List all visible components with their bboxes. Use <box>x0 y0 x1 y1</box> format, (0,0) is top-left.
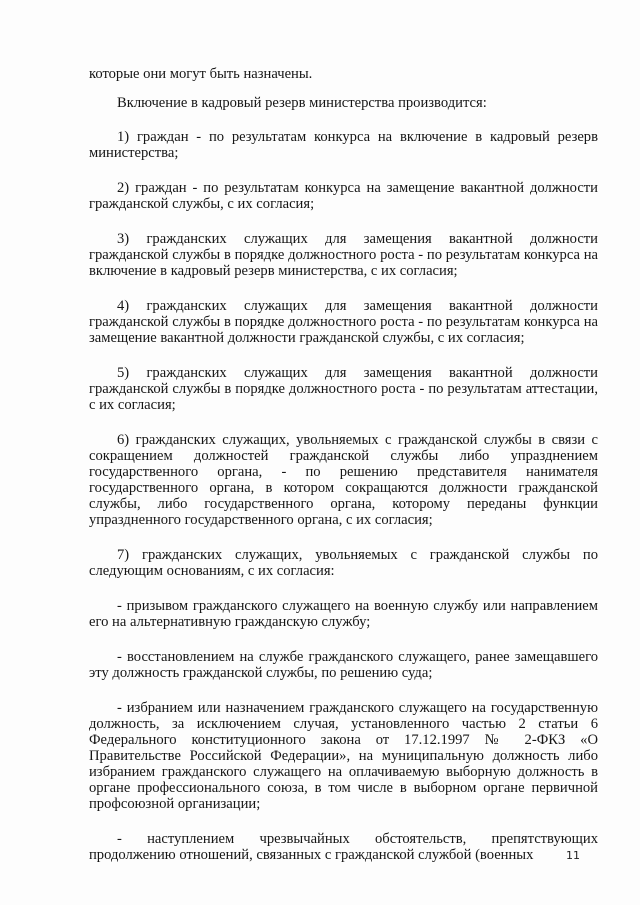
paragraph-intro: Включение в кадровый резерв министерства производится: <box>117 95 487 111</box>
paragraph-subitem-emergency: - наступлением чрезвычайных обстоятельств, препятствующих продолжению отношений, связанных с гражданской службой (военных <box>89 831 598 863</box>
paragraph-subitem-conscription: - призывом гражданского служащего на военную службу или направлением его на альтернативную гражданскую службу; <box>89 598 598 630</box>
document-body <box>89 66 598 863</box>
page-number: 11 <box>566 849 580 862</box>
paragraph-subitem-election: - избранием или назначением гражданского служащего на государственную должность, за исключением случая, установленного частью 2 статьи 6 Федерального конституционного закона от 17.12.1997 № 2-ФКЗ «О Правительстве Российской Федерации», на муниципальную должность либо избранием гражданского служащего на оплачиваемую выборную должность в органе профессионального союза, в том числе в выборном органе первичной профсоюзной организации; <box>89 700 598 812</box>
paragraph-continuation: которые они могут быть назначены. <box>89 66 313 82</box>
paragraph-item-7: 7) гражданских служащих, увольняемых с гражданской службы по следующим основаниям, с их согласия: <box>89 547 598 579</box>
paragraph-item-4: 4) гражданских служащих для замещения вакантной должности гражданской службы в порядке должностного роста - по результатам конкурса на замещение вакантной должности гражданской службы, с их согласия; <box>89 298 598 346</box>
paragraph-item-1: 1) граждан - по результатам конкурса на включение в кадровый резерв министерства; <box>89 129 598 161</box>
paragraph-item-3: 3) гражданских служащих для замещения вакантной должности гражданской службы в порядке должностного роста - по результатам конкурса на включение в кадровый резерв министерства, с их согласия; <box>89 231 598 279</box>
paragraph-item-2: 2) граждан - по результатам конкурса на замещение вакантной должности гражданской службы, с их согласия; <box>89 180 598 212</box>
paragraph-item-6: 6) гражданских служащих, увольняемых с гражданской службы в связи с сокращением должностей гражданской службы либо упразднением государственного органа, - по решению представителя нанимателя государственного органа, в котором сокращаются должности гражданской службы, либо государственного органа, которому переданы функции упраздненного государственного органа, с их согласия; <box>89 432 598 528</box>
paragraph-item-5: 5) гражданских служащих для замещения вакантной должности гражданской службы в порядке должностного роста - по результатам аттестации, с их согласия; <box>89 365 598 413</box>
paragraph-subitem-reinstatement: - восстановлением на службе гражданского служащего, ранее замещавшего эту должность гражданской службы, по решению суда; <box>89 649 598 681</box>
